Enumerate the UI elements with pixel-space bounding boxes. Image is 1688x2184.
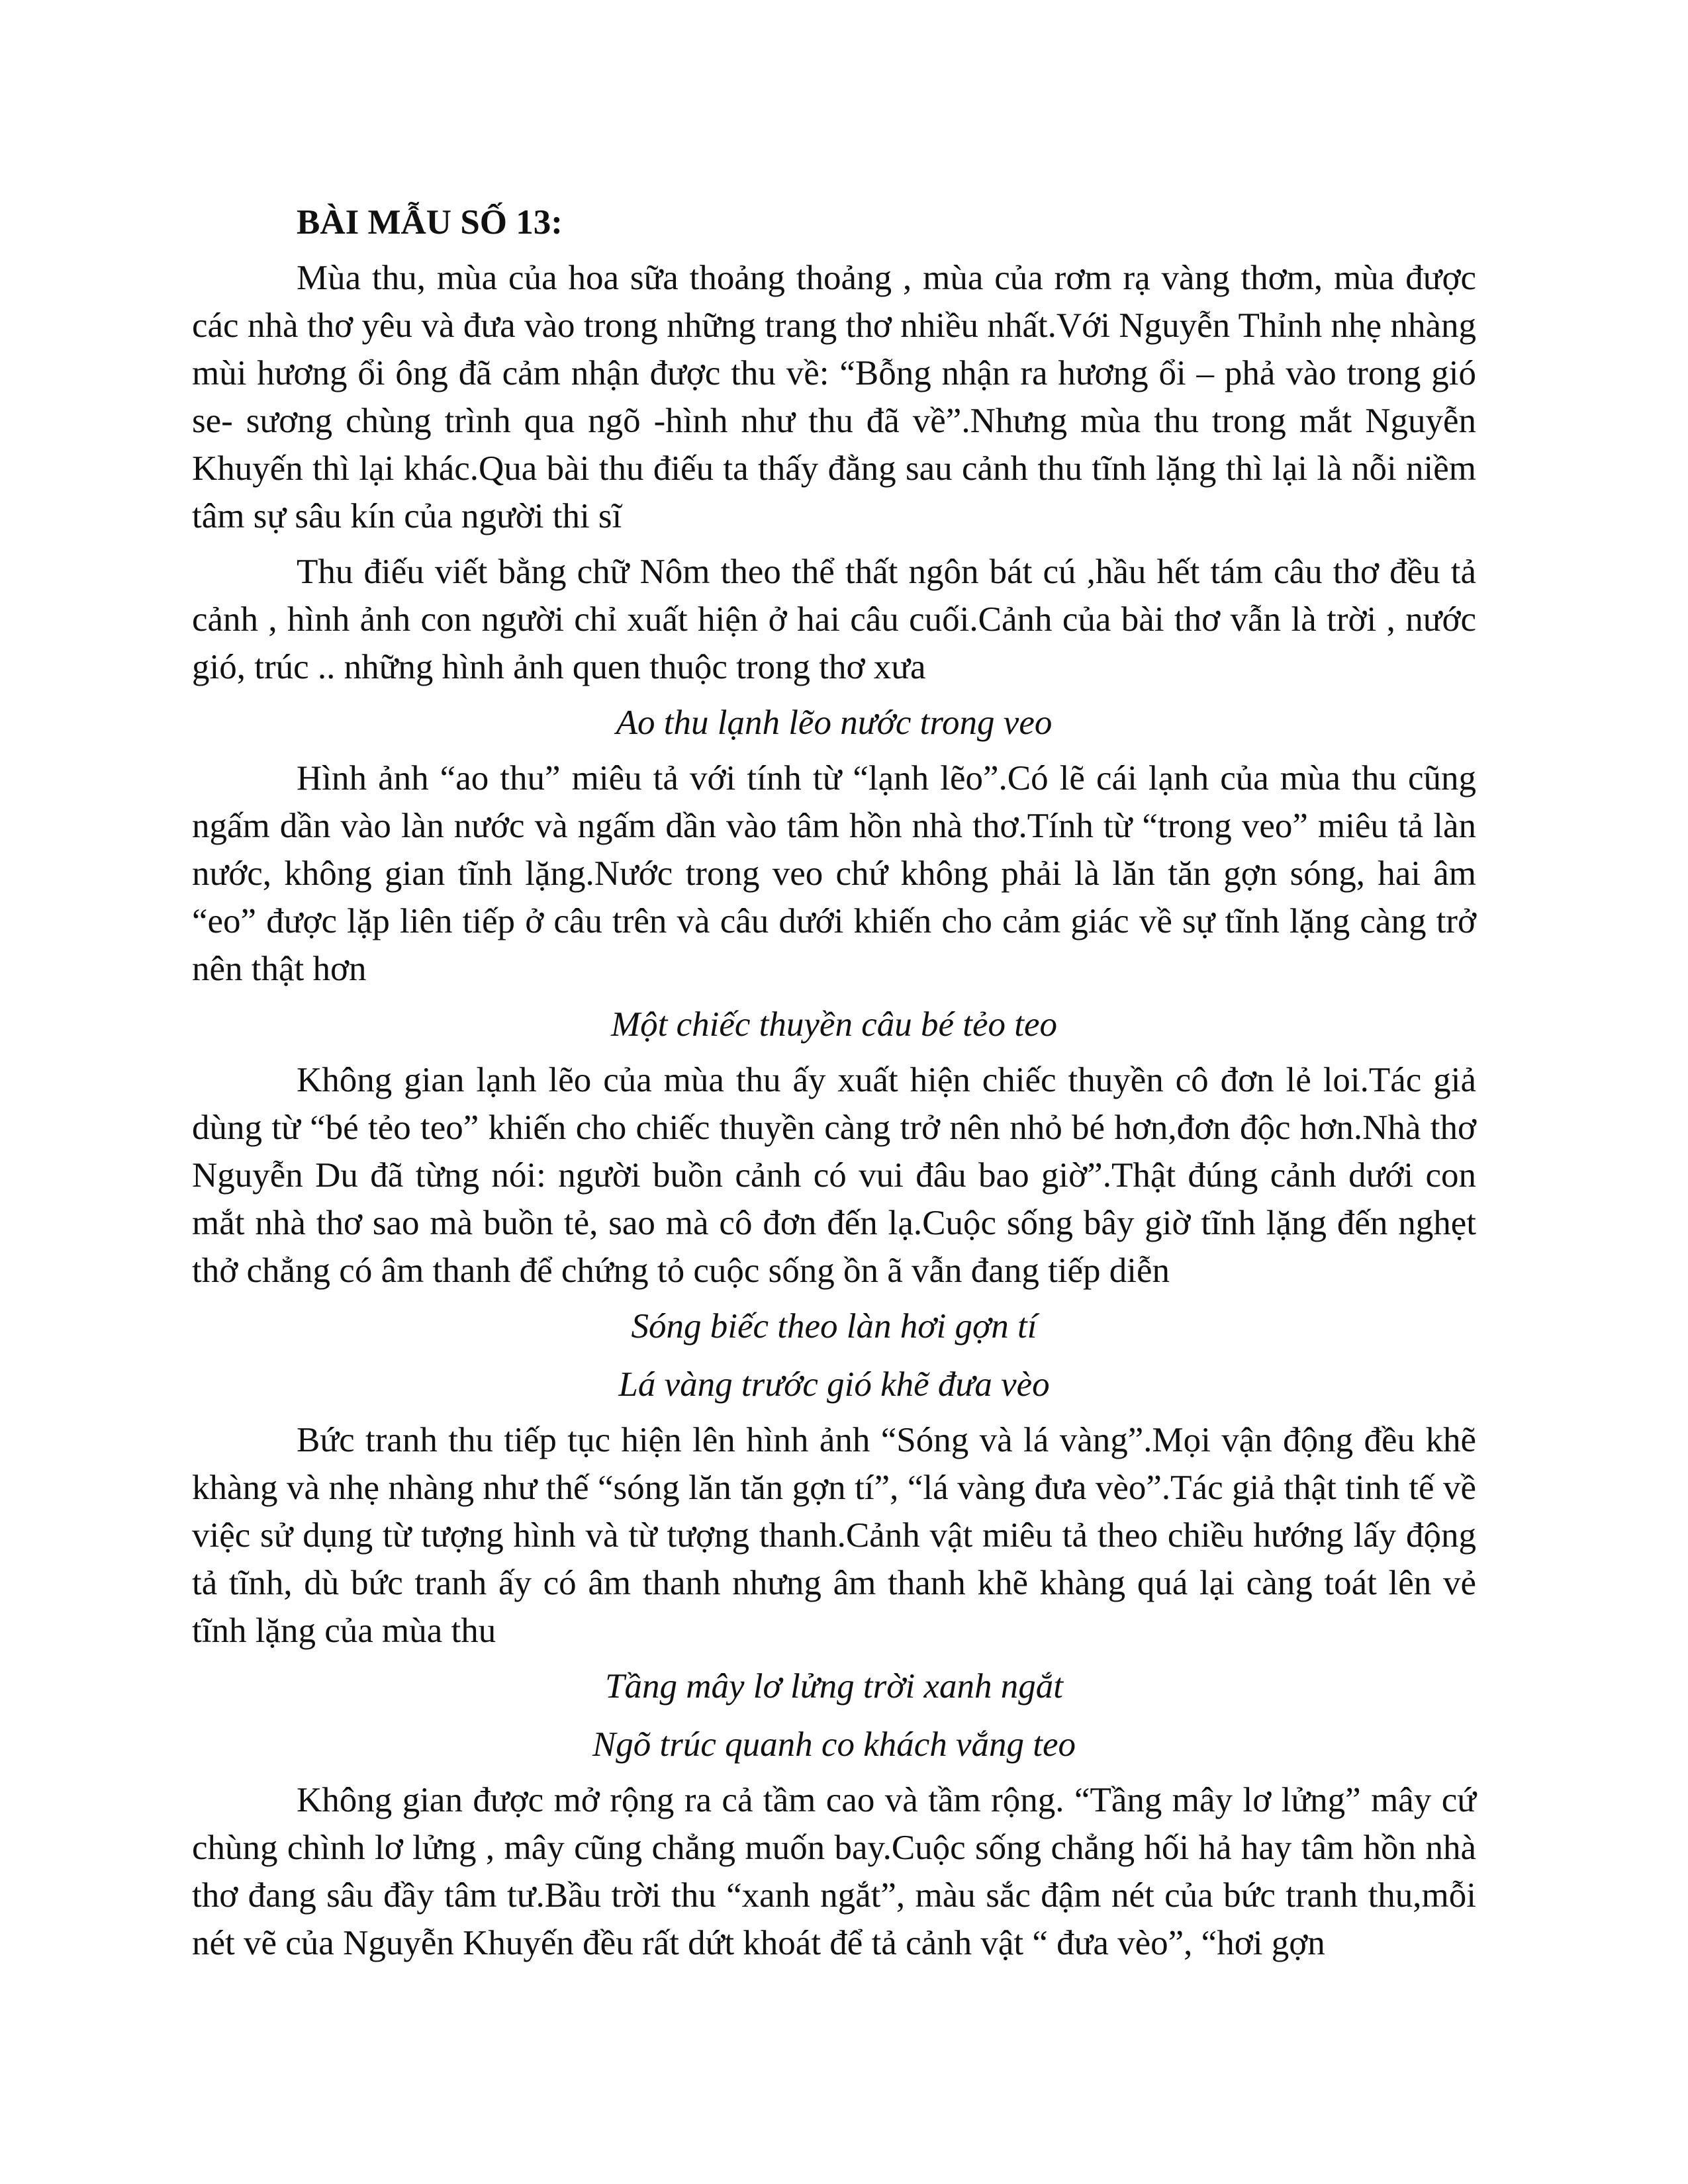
verse-line-6: Ngõ trúc quanh co khách vắng teo: [592, 1725, 1076, 1764]
verse-line-2: Một chiếc thuyền câu bé tẻo teo: [611, 1005, 1057, 1044]
verse-line-3: Sóng biếc theo làn hơi gợn tí: [631, 1307, 1037, 1345]
paragraph-analysis-1: Hình ảnh “ao thu” miêu tả với tính từ “lạnh lẽo”.Có lẽ cái lạnh của mùa thu cũng ngấm dần vào làn nước và ngấm dần vào tâm hồn nhà thơ.Tính từ “trong veo” miêu tả làn nước, không gian tĩnh lặng.Nước trong veo chứ không phải là lăn tăn gợn sóng, hai âm “eo” được lặp liên tiếp ở câu trên và câu dưới khiến cho cảm giác về sự tĩnh lặng càng trở nên thật hơn: [192, 759, 1476, 988]
verse-line-5: Tầng mây lơ lửng trời xanh ngắt: [604, 1667, 1064, 1706]
document-page: [192, 199, 1476, 1967]
paragraph-analysis-2: Không gian lạnh lẽo của mùa thu ấy xuất hiện chiếc thuyền cô đơn lẻ loi.Tác giả dùng từ “bé tẻo teo” khiến cho chiếc thuyền càng trở nên nhỏ bé hơn,đơn độc hơn.Nhà thơ Nguyễn Du đã từng nói: người buồn cảnh có vui đâu bao giờ”.Thật đúng cảnh dưới con mắt nhà thơ sao mà buồn tẻ, sao mà cô đơn đến lạ.Cuộc sống bây giờ tĩnh lặng đến nghẹt thở chẳng có âm thanh để chứng tỏ cuộc sống ồn ã vẫn đang tiếp diễn: [192, 1061, 1476, 1290]
verse-line-1: Ao thu lạnh lẽo nước trong veo: [616, 704, 1053, 742]
paragraph-intro: Mùa thu, mùa của hoa sữa thoảng thoảng , mùa của rơm rạ vàng thơm, mùa được các nhà thơ yêu và đưa vào trong những trang thơ nhiều nhất.Với Nguyễn Thỉnh nhẹ nhàng mùi hương ổi ông đã cảm nhận được thu về: “Bỗng nhận ra hương ổi – phả vào trong gió se- sương chùng trình qua ngõ -hình như thu đã về”.Nhưng mùa thu trong mắt Nguyễn Khuyến thì lại khác.Qua bài thu điếu ta thấy đằng sau cảnh thu tĩnh lặng thì lại là nỗi niềm tâm sự sâu kín của người thi sĩ: [192, 259, 1476, 535]
paragraph-overview: Thu điếu viết bằng chữ Nôm theo thể thất ngôn bát cú ,hầu hết tám câu thơ đều tả cảnh , hình ảnh con người chỉ xuất hiện ở hai câu cuối.Cảnh của bài thơ vẫn là trời , nước gió, trúc .. những hình ảnh quen thuộc trong thơ xưa: [192, 553, 1476, 686]
verse-line-4: Lá vàng trước gió khẽ đưa vèo: [618, 1365, 1050, 1404]
paragraph-analysis-4: Không gian được mở rộng ra cả tầm cao và tầm rộng. “Tầng mây lơ lửng” mây cứ chùng chình lơ lửng , mây cũng chẳng muốn bay.Cuộc sống chẳng hối hả hay tâm hồn nhà thơ đang sâu đầy tâm tư.Bầu trời thu “xanh ngắt”, màu sắc đậm nét của bức tranh thu,mỗi nét vẽ của Nguyễn Khuyến đều rất dứt khoát để tả cảnh vật “ đưa vèo”, “hơi gợn: [192, 1781, 1476, 1962]
document-heading: BÀI MẪU SỐ 13:: [297, 203, 563, 242]
paragraph-analysis-3: Bức tranh thu tiếp tục hiện lên hình ảnh “Sóng và lá vàng”.Mọi vận động đều khẽ khàng và nhẹ nhàng như thế “sóng lăn tăn gợn tí”, “lá vàng đưa vèo”.Tác giả thật tinh tế về việc sử dụng từ tượng hình và từ tượng thanh.Cảnh vật miêu tả theo chiều hướng lấy động tả tĩnh, dù bức tranh ấy có âm thanh nhưng âm thanh khẽ khàng quá lại càng toát lên vẻ tĩnh lặng của mùa thu: [192, 1421, 1476, 1650]
